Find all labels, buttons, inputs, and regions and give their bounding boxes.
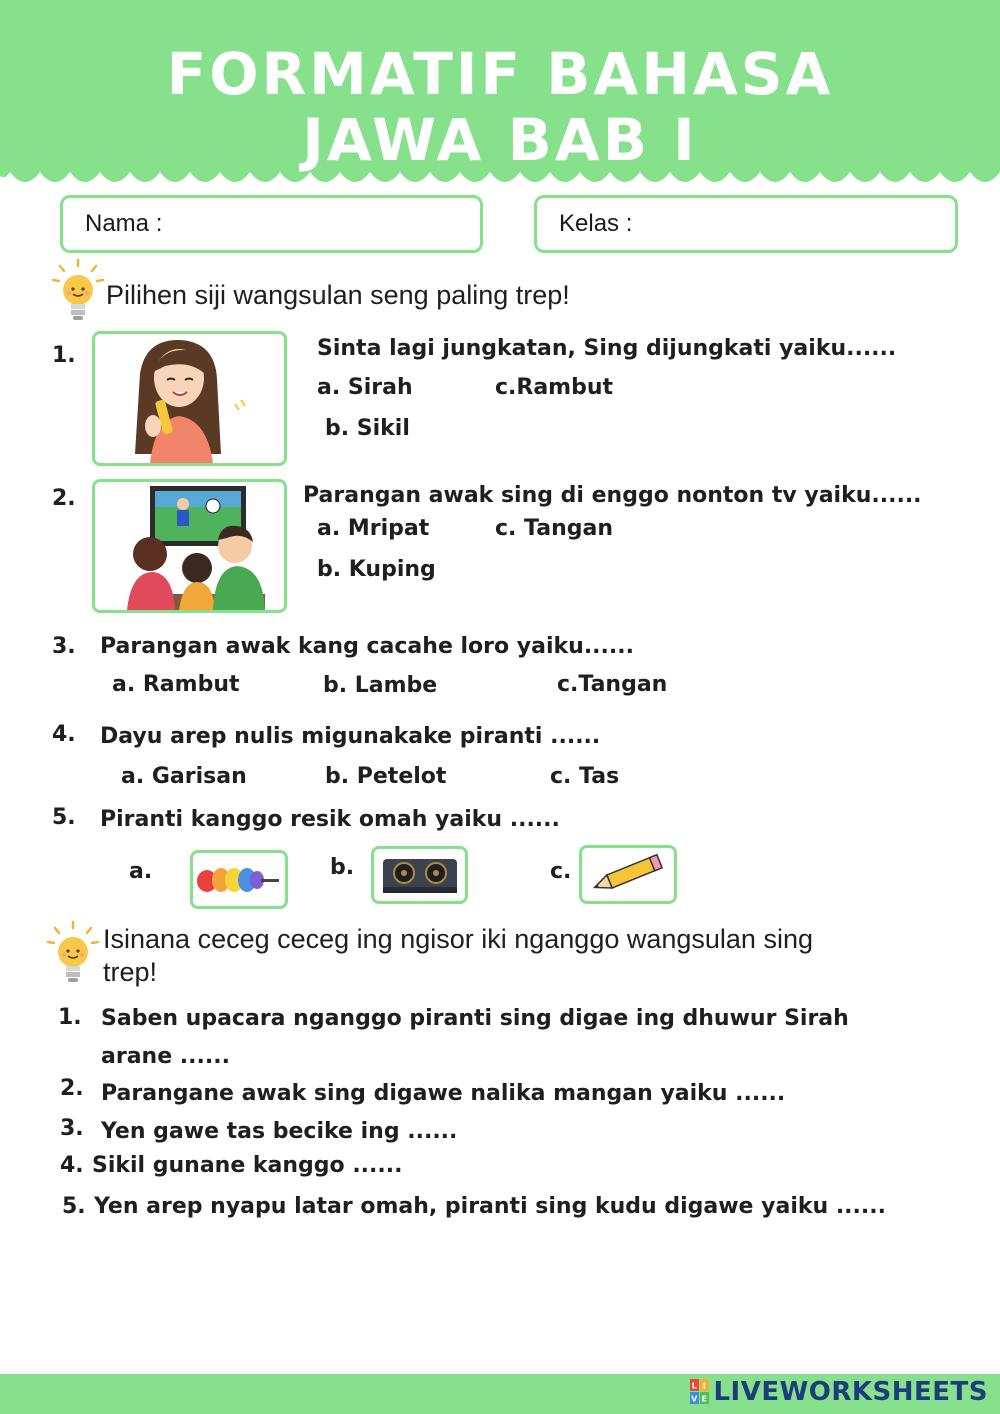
fill-q3-number: 3. [60,1116,84,1141]
q3-option-a[interactable]: a. Rambut [112,672,240,697]
fill-q1-text-line1: Saben upacara nganggo piranti sing digae ing dhuwur Sirah [101,1006,849,1031]
logo-letter-e: E [701,1394,708,1404]
q1-number: 1. [52,343,76,368]
fill-q2-text: Parangane awak sing digawe nalika mangan yaiku ...... [101,1081,786,1106]
class-input[interactable] [647,206,943,244]
fill-q5-text: Yen arep nyapu latar omah, piranti sing kudu digawe yaiku ...... [94,1194,886,1219]
q3-option-b[interactable]: b. Lambe [323,673,438,698]
q4-option-c[interactable]: c. Tas [550,764,620,789]
class-label: Kelas : [559,210,633,237]
liveworksheets-brand[interactable] [690,1374,988,1410]
name-label: Nama : [85,210,163,237]
class-field [534,195,958,253]
q4-option-b[interactable]: b. Petelot [325,764,447,789]
title-line-1: FORMATIF BAHASA [166,40,834,108]
fill-q4-text: Sikil gunane kanggo ...... [92,1153,403,1178]
q4-option-a[interactable]: a. Garisan [121,764,247,789]
name-field [60,195,483,253]
q2-option-b[interactable]: b. Kuping [317,557,436,582]
fill-q1-text-line2: arane ...... [101,1044,230,1069]
logo-letter-v: V [691,1394,699,1404]
q2-image-box [92,479,287,613]
brand-text: LIVEWORKSHEETS [713,1377,988,1407]
q5-option-c[interactable] [579,845,677,904]
family-watching-tv-illustration [95,482,284,610]
q2-option-c[interactable]: c. Tangan [495,516,613,541]
section2-instruction-line2: trep! [103,957,158,987]
section1-instruction: Pilihen siji wangsulan seng paling trep! [106,280,570,310]
feather-duster-icon [193,853,285,906]
q2-text: Parangan awak sing di enggo nonton tv yaiku...... [303,483,922,508]
pencil-icon [582,848,674,901]
lightbulb-icon [50,258,106,326]
q5-text: Piranti kanggo resik omah yaiku ...... [100,807,560,832]
section2-instruction-line1: Isinana ceceg ceceg ing ngisor iki nganggo wangsulan sing [103,924,813,954]
q5-option-a-label: a. [129,859,153,884]
q4-text: Dayu arep nulis migunakake piranti ...... [100,724,601,749]
lightbulb-icon-2 [45,920,101,988]
fill-q1-number: 1. [58,1005,82,1030]
fill-q5-number: 5. [62,1194,86,1219]
title-line-2: JAWA BAB I [302,106,698,174]
q5-number: 5. [52,805,76,830]
q5-option-a[interactable] [190,850,288,909]
q3-number: 3. [52,634,76,659]
q1-option-b[interactable]: b. Sikil [325,416,410,441]
girl-combing-hair-illustration [95,334,284,463]
gas-stove-icon [374,849,465,901]
q1-image-box [92,331,287,466]
fill-q2-number: 2. [60,1076,84,1101]
q3-option-c[interactable]: c.Tangan [557,672,668,697]
logo-letter-l: L [692,1381,698,1391]
fill-q3-text: Yen gawe tas becike ing ...... [101,1119,458,1144]
liveworksheets-logo-icon [690,1379,710,1405]
q4-number: 4. [52,722,76,747]
logo-letter-i: I [703,1381,707,1391]
name-input[interactable] [173,206,468,244]
fill-q4-number: 4. [60,1153,84,1178]
q1-text: Sinta lagi jungkatan, Sing dijungkati yaiku...... [317,336,897,361]
q1-option-c[interactable]: c.Rambut [495,375,614,400]
q5-option-b-label: b. [330,855,355,880]
q5-option-b[interactable] [371,846,468,904]
q5-option-c-label: c. [550,859,572,884]
q3-text: Parangan awak kang cacahe loro yaiku...... [100,634,634,659]
q1-option-a[interactable]: a. Sirah [317,375,413,400]
q2-option-a[interactable]: a. Mripat [317,516,430,541]
q2-number: 2. [52,486,76,511]
